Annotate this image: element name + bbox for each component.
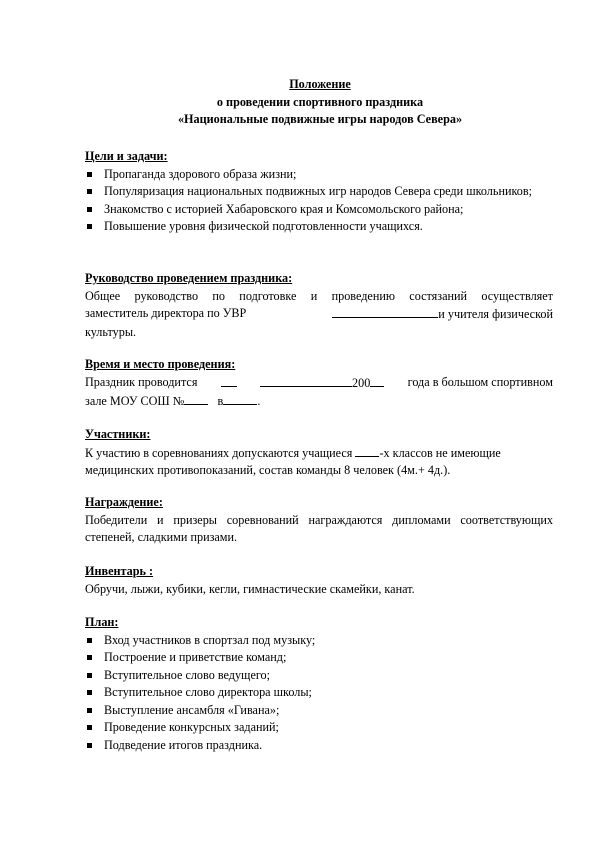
plan-section bbox=[85, 614, 553, 754]
bullet-icon bbox=[87, 708, 92, 713]
list-item: Выступление ансамбля «Гивана»; bbox=[85, 702, 553, 720]
bullet-icon bbox=[87, 189, 92, 194]
list-item: Пропаганда здорового образа жизни; bbox=[85, 166, 553, 184]
participants-section bbox=[85, 426, 553, 480]
time-place-line-1: Праздник проводится 200 года в большом спортивном bbox=[85, 374, 553, 390]
list-item: Проведение конкурсных заданий; bbox=[85, 719, 553, 737]
leadership-section bbox=[85, 270, 553, 341]
blank-line bbox=[355, 444, 379, 457]
goals-heading: Цели и задачи: bbox=[85, 149, 168, 163]
inventory-section bbox=[85, 563, 553, 598]
title-line-3: «Национальные подвижные игры народов Севера» bbox=[177, 112, 463, 126]
leadership-line-3: культуры. bbox=[85, 324, 137, 339]
blank-line bbox=[332, 305, 438, 318]
list-item: Вступительное слово ведущего; bbox=[85, 667, 553, 685]
list-item: Знакомство с историей Хабаровского края и Комсомольского района; bbox=[85, 201, 553, 219]
time-place-section bbox=[85, 356, 553, 411]
blank-line bbox=[260, 374, 352, 387]
blank-line bbox=[223, 392, 257, 405]
document-title bbox=[0, 76, 595, 129]
leadership-heading: Руководство проведением праздника: bbox=[85, 271, 293, 285]
plan-heading: План: bbox=[85, 615, 119, 629]
bullet-icon bbox=[87, 207, 92, 212]
participants-line-2: медицинских противопоказаний, состав команды 8 человек (4м.+ 4д.). bbox=[85, 463, 451, 477]
awards-text: Победители и призеры соревнований награждаются дипломами соответствующих степеней, сладкими призами. bbox=[85, 512, 553, 544]
bullet-icon bbox=[87, 725, 92, 730]
list-item: Повышение уровня физической подготовленности учащихся. bbox=[85, 218, 553, 236]
awards-section bbox=[85, 494, 553, 547]
goals-section bbox=[85, 148, 553, 236]
inventory-text: Обручи, лыжи, кубики, кегли, гимнастические скамейки, канат. bbox=[85, 581, 415, 596]
bullet-icon bbox=[87, 743, 92, 748]
bullet-icon bbox=[87, 224, 92, 229]
inventory-heading: Инвентарь : bbox=[85, 564, 154, 578]
blank-line bbox=[221, 374, 237, 387]
bullet-icon bbox=[87, 172, 92, 177]
time-place-line-2: зале МОУ СОШ № в . bbox=[85, 394, 261, 408]
leadership-line-2: заместитель директора по УВР и учителя физической bbox=[85, 306, 553, 321]
bullet-icon bbox=[87, 673, 92, 678]
list-item: Построение и приветствие команд; bbox=[85, 649, 553, 667]
participants-line-1: К участию в соревнованиях допускаются учащиеся -х классов не имеющие bbox=[85, 445, 501, 460]
participants-heading: Участники: bbox=[85, 427, 151, 441]
leadership-line-1: Общее руководство по подготовке и проведению состязаний осуществляет bbox=[85, 288, 553, 303]
list-item: Вход участников в спортзал под музыку; bbox=[85, 632, 553, 650]
list-item: Вступительное слово директора школы; bbox=[85, 684, 553, 702]
goals-list bbox=[85, 166, 553, 236]
plan-list bbox=[85, 632, 553, 755]
bullet-icon bbox=[87, 655, 92, 660]
title-line-1: Положение bbox=[289, 77, 351, 91]
list-item: Подведение итогов праздника. bbox=[85, 737, 553, 755]
awards-heading: Награждение: bbox=[85, 495, 163, 509]
time-place-heading: Время и место проведения: bbox=[85, 357, 236, 371]
bullet-icon bbox=[87, 690, 92, 695]
title-line-2: о проведении спортивного праздника bbox=[216, 94, 424, 109]
blank-line bbox=[370, 374, 384, 387]
bullet-icon bbox=[87, 638, 92, 643]
list-item: Популяризация национальных подвижных игр народов Севера среди школьников; bbox=[85, 183, 553, 201]
blank-line bbox=[184, 392, 208, 405]
